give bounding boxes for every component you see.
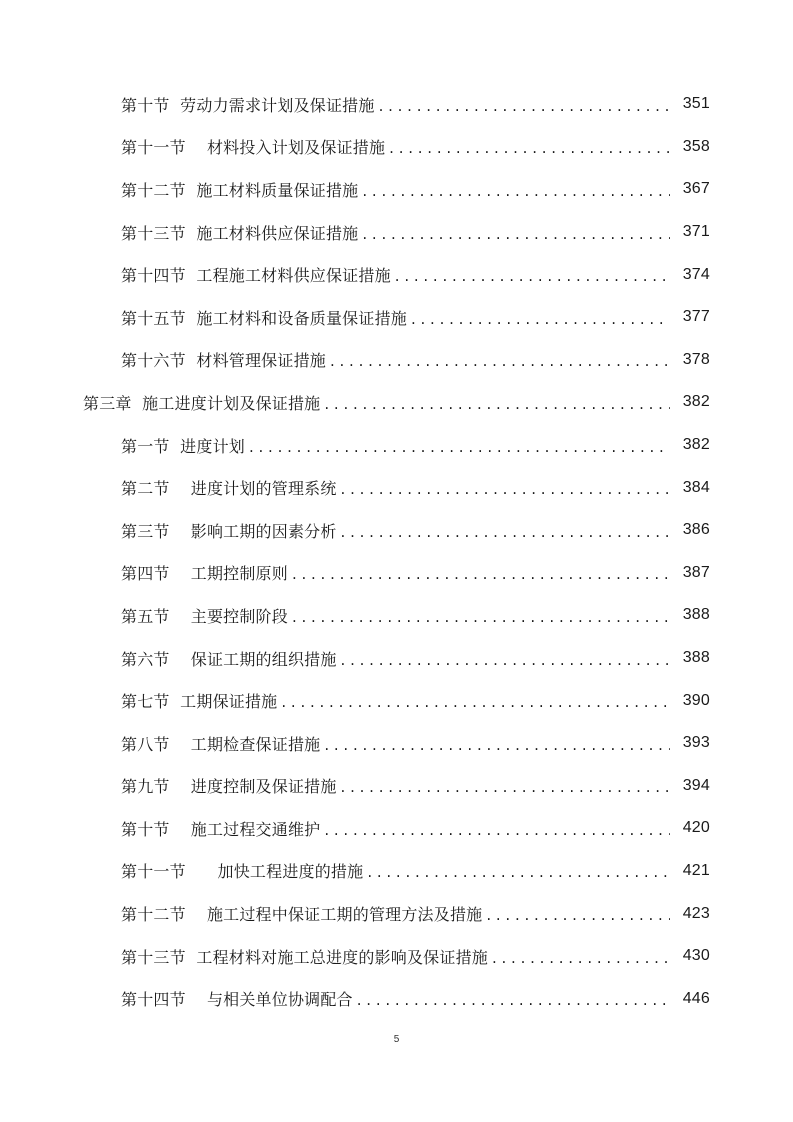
toc-entry-title: 第十六节 材料管理保证措施 xyxy=(121,351,326,371)
toc-section-entry[interactable] xyxy=(0,637,793,680)
toc-dot-leader xyxy=(292,610,670,625)
toc-entry-page: 382 xyxy=(682,393,710,411)
toc-entry-page: 388 xyxy=(682,649,710,667)
toc-dot-leader xyxy=(249,440,670,455)
toc-entry-title: 第十四节 与相关单位协调配合 xyxy=(121,990,353,1010)
toc-section-entry[interactable] xyxy=(0,935,793,978)
toc-section-entry[interactable] xyxy=(0,892,793,935)
toc-section-entry[interactable] xyxy=(0,594,793,637)
toc-dot-leader xyxy=(324,823,670,838)
toc-entry-page: 420 xyxy=(682,819,710,837)
toc-entry-page: 388 xyxy=(682,606,710,624)
toc-section-entry[interactable] xyxy=(0,509,793,552)
toc-entry-page: 378 xyxy=(682,350,710,368)
toc-section-entry[interactable] xyxy=(0,765,793,808)
table-of-contents xyxy=(0,83,793,1020)
toc-entry-title: 第十五节 施工材料和设备质量保证措施 xyxy=(121,308,407,328)
toc-entry-title: 第六节 保证工期的组织措施 xyxy=(121,649,337,669)
toc-chapter-entry[interactable] xyxy=(0,381,793,424)
toc-section-entry[interactable] xyxy=(0,552,793,595)
toc-section-entry[interactable] xyxy=(0,722,793,765)
toc-entry-title: 第五节 主要控制阶段 xyxy=(121,606,288,626)
toc-entry-page: 390 xyxy=(682,691,710,709)
toc-entry-title: 第三节 影响工期的因素分析 xyxy=(121,521,337,541)
toc-section-entry[interactable] xyxy=(0,211,793,254)
toc-entry-page: 367 xyxy=(682,180,710,198)
toc-entry-title: 第十四节 工程施工材料供应保证措施 xyxy=(121,266,391,286)
toc-dot-leader xyxy=(292,567,670,582)
toc-section-entry[interactable] xyxy=(0,977,793,1020)
toc-entry-page: 358 xyxy=(682,137,710,155)
toc-section-entry[interactable] xyxy=(0,296,793,339)
toc-entry-page: 377 xyxy=(682,308,710,326)
toc-entry-title: 第九节 进度控制及保证措施 xyxy=(121,777,337,797)
toc-entry-page: 394 xyxy=(682,776,710,794)
page-number: 5 xyxy=(393,1034,400,1045)
toc-dot-leader xyxy=(389,141,670,156)
toc-entry-page: 371 xyxy=(682,223,710,241)
toc-dot-leader xyxy=(330,354,670,369)
toc-entry-title: 第十三节 工程材料对施工总进度的影响及保证措施 xyxy=(121,947,488,967)
toc-section-entry[interactable] xyxy=(0,83,793,126)
toc-entry-title: 第十二节 施工材料质量保证措施 xyxy=(121,180,359,200)
toc-dot-leader xyxy=(341,780,670,795)
toc-dot-leader xyxy=(492,951,670,966)
toc-dot-leader xyxy=(362,184,670,199)
toc-entry-title: 第三章 施工进度计划及保证措施 xyxy=(83,393,321,413)
toc-entry-page: 423 xyxy=(682,904,710,922)
toc-section-entry[interactable] xyxy=(0,253,793,296)
toc-section-entry[interactable] xyxy=(0,126,793,169)
toc-dot-leader xyxy=(341,525,670,540)
toc-entry-page: 387 xyxy=(682,563,710,581)
toc-entry-title: 第十节 劳动力需求计划及保证措施 xyxy=(121,95,375,115)
toc-section-entry[interactable] xyxy=(0,679,793,722)
toc-dot-leader xyxy=(486,908,670,923)
toc-dot-leader xyxy=(362,227,670,242)
toc-section-entry[interactable] xyxy=(0,466,793,509)
toc-dot-leader xyxy=(341,482,670,497)
toc-dot-leader xyxy=(341,653,670,668)
toc-entry-title: 第十二节 施工过程中保证工期的管理方法及措施 xyxy=(121,905,483,925)
toc-section-entry[interactable] xyxy=(0,807,793,850)
toc-dot-leader xyxy=(411,312,670,327)
toc-entry-title: 第十一节 材料投入计划及保证措施 xyxy=(121,138,386,158)
toc-entry-page: 393 xyxy=(682,734,710,752)
toc-entry-title: 第二节 进度计划的管理系统 xyxy=(121,479,337,499)
toc-dot-leader xyxy=(357,993,670,1008)
toc-entry-title: 第七节 工期保证措施 xyxy=(121,692,278,712)
toc-entry-title: 第十三节 施工材料供应保证措施 xyxy=(121,223,359,243)
toc-dot-leader xyxy=(379,99,670,114)
toc-entry-page: 421 xyxy=(682,861,710,879)
toc-section-entry[interactable] xyxy=(0,850,793,893)
toc-section-entry[interactable] xyxy=(0,424,793,467)
toc-section-entry[interactable] xyxy=(0,168,793,211)
toc-dot-leader xyxy=(324,738,670,753)
toc-entry-page: 374 xyxy=(682,265,710,283)
toc-entry-title: 第一节 进度计划 xyxy=(121,436,245,456)
toc-entry-title: 第十节 施工过程交通维护 xyxy=(121,819,321,839)
toc-entry-page: 446 xyxy=(682,989,710,1007)
toc-entry-title: 第十一节 加快工程进度的措施 xyxy=(121,862,364,882)
toc-dot-leader xyxy=(395,269,670,284)
toc-dot-leader xyxy=(367,865,670,880)
toc-dot-leader xyxy=(281,695,670,710)
toc-dot-leader xyxy=(324,397,670,412)
toc-entry-title: 第八节 工期检查保证措施 xyxy=(121,734,321,754)
toc-entry-page: 351 xyxy=(682,95,710,113)
toc-entry-page: 382 xyxy=(682,436,710,454)
toc-entry-page: 386 xyxy=(682,521,710,539)
toc-entry-page: 384 xyxy=(682,478,710,496)
toc-entry-page: 430 xyxy=(682,947,710,965)
toc-section-entry[interactable] xyxy=(0,339,793,382)
toc-entry-title: 第四节 工期控制原则 xyxy=(121,564,288,584)
